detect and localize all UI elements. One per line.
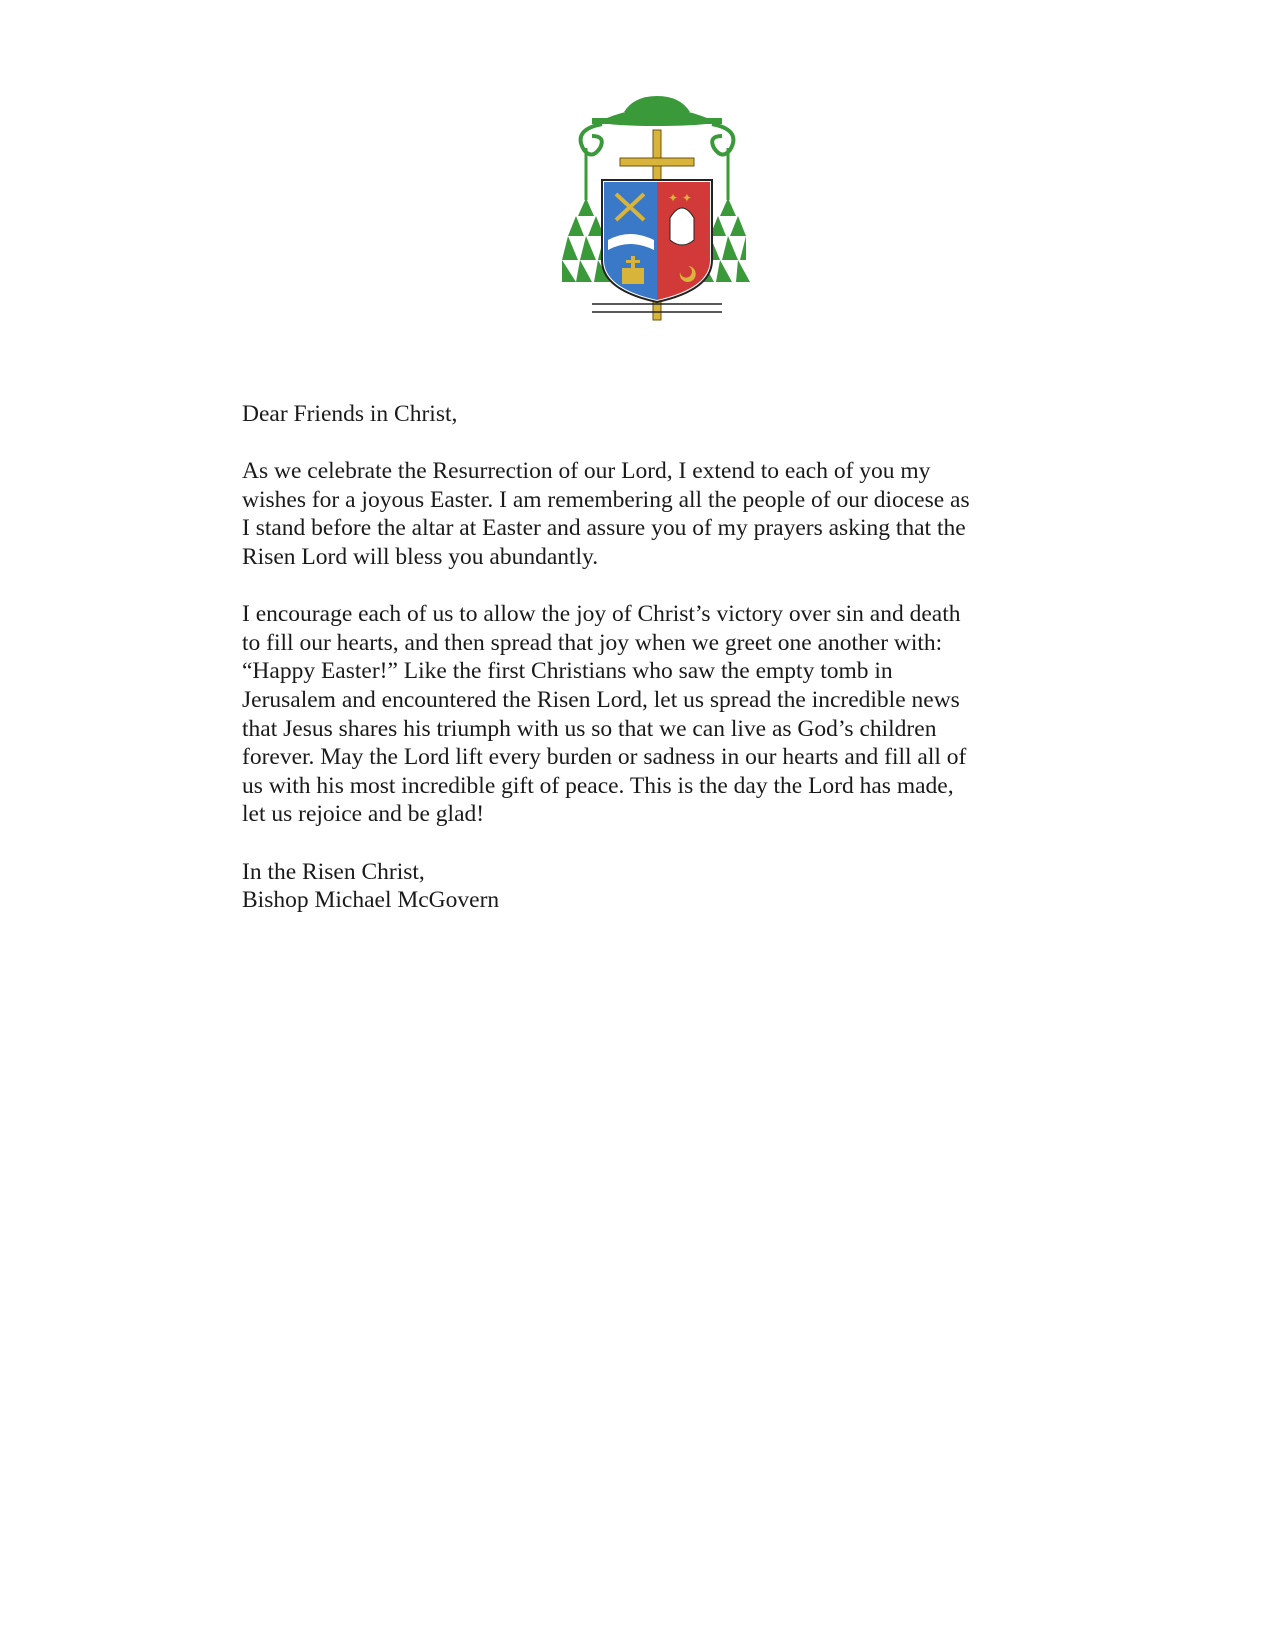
letter-body <box>242 400 1042 943</box>
paragraph-2-line: to fill our hearts, and then spread that joy when we greet one another with: <box>242 629 943 656</box>
svg-text:✦ ✦: ✦ ✦ <box>668 191 692 205</box>
paragraph-2-line: us with his most incredible gift of peace. This is the day the Lord has made, <box>242 772 954 799</box>
closing: In the Risen Christ, <box>242 858 425 885</box>
paragraph-2-line: I encourage each of us to allow the joy of Christ’s victory over sin and death <box>242 601 961 628</box>
signature: Bishop Michael McGovern <box>242 887 500 914</box>
paragraph-1 <box>242 457 1042 571</box>
salutation: Dear Friends in Christ, <box>242 401 458 427</box>
paragraph-2 <box>242 600 1042 829</box>
paragraph-1-line: As we celebrate the Resurrection of our Lord, I extend to each of you my <box>242 458 931 485</box>
closing-block <box>242 858 1042 915</box>
paragraph-1-line: Risen Lord will bless you abundantly. <box>242 543 599 570</box>
paragraph-1-line: I stand before the altar at Easter and assure you of my prayers asking that the <box>242 515 966 542</box>
coat-of-arms <box>562 90 752 340</box>
paragraph-2-line: that Jesus shares his triumph with us so that we can live as God’s children <box>242 715 937 742</box>
paragraph-2-line: “Happy Easter!” Like the first Christians who saw the empty tomb in <box>242 658 893 685</box>
paragraph-2-line: let us rejoice and be glad! <box>242 801 485 828</box>
paragraph-1-line: wishes for a joyous Easter. I am remembering all the people of our diocese as <box>242 486 970 513</box>
coat-of-arms-icon <box>562 90 752 340</box>
paragraph-2-line: Jerusalem and encountered the Risen Lord, let us spread the incredible news <box>242 686 960 713</box>
paragraph-2-line: forever. May the Lord lift every burden or sadness in our hearts and fill all of <box>242 744 967 771</box>
